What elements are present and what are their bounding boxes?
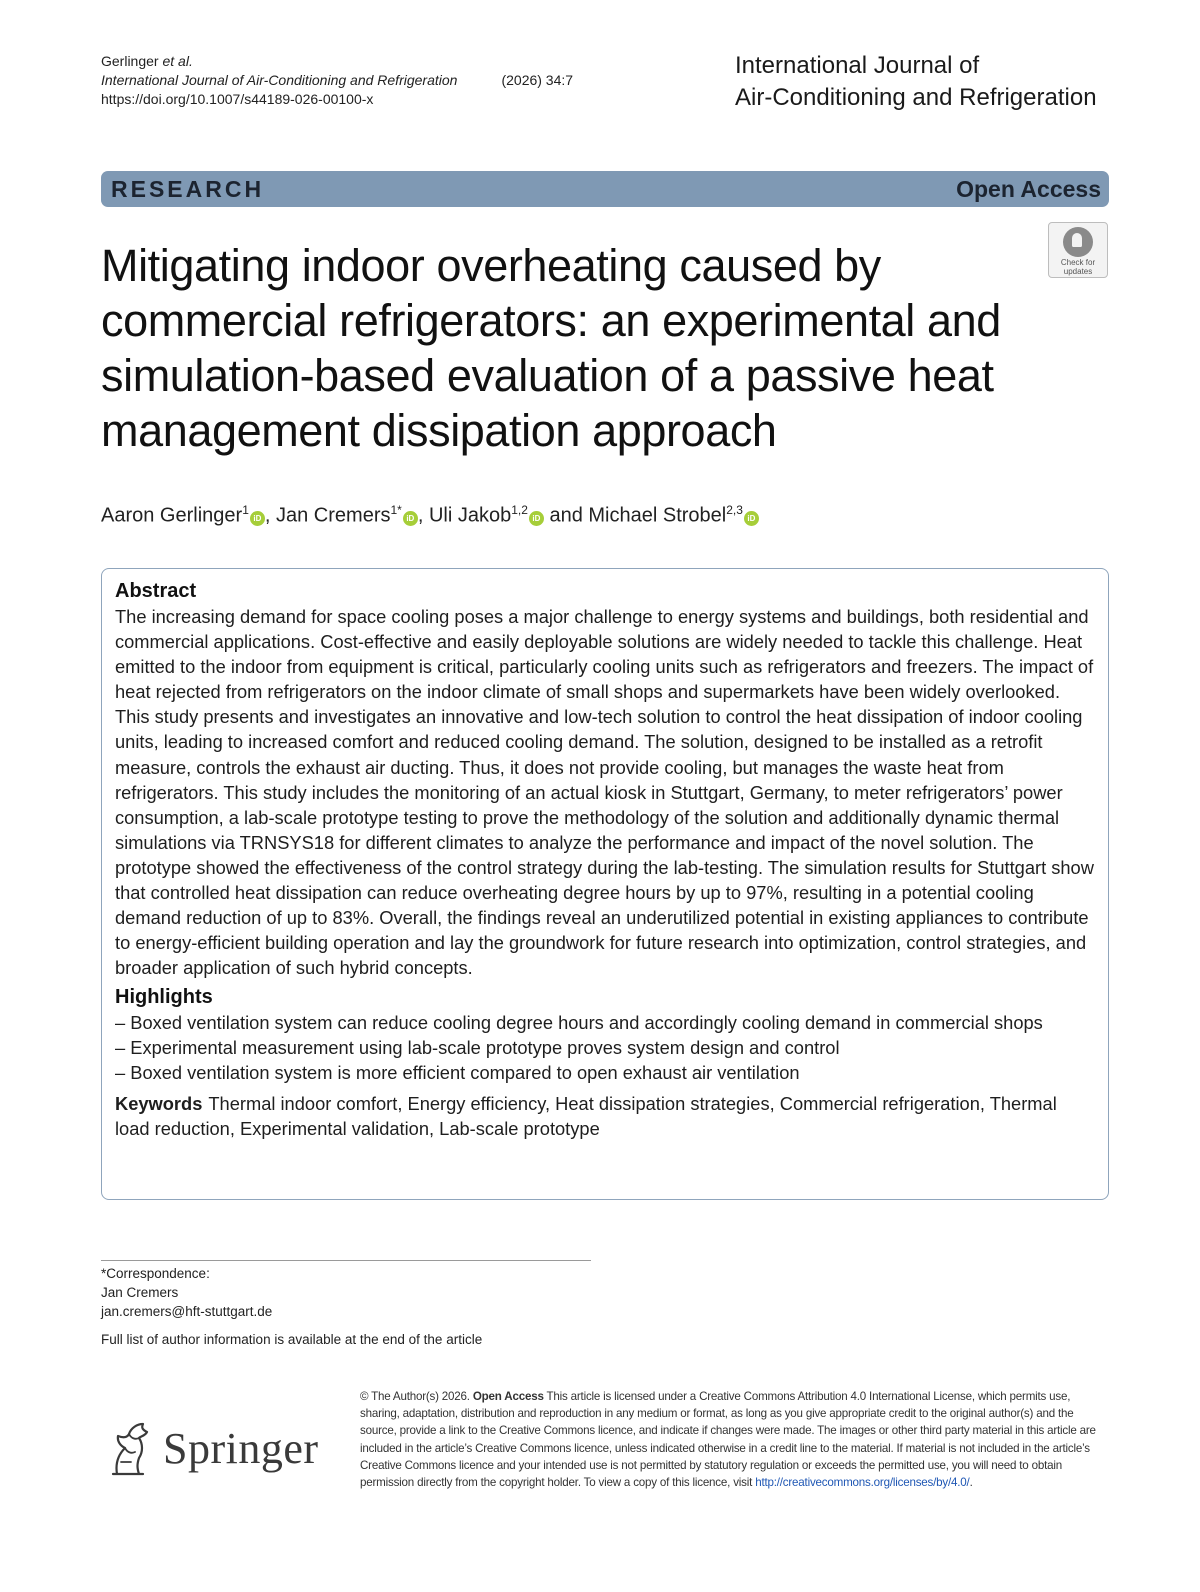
- author-name[interactable]: Aaron Gerlinger: [101, 504, 243, 527]
- license-link[interactable]: http://creativecommons.org/licenses/by/4.0/: [755, 1476, 970, 1490]
- author-affiliation: 1*: [390, 503, 402, 517]
- open-access-label: Open Access: [956, 175, 1101, 202]
- license-suffix: .: [969, 1476, 973, 1490]
- keywords-text: Thermal indoor comfort, Energy efficiency, Heat dissipation strategies, Commercial refrigeration, Thermal load reduction, Experimental validation, Lab-scale prototype: [115, 1093, 1057, 1140]
- license-open-access: Open Access: [472, 1390, 544, 1403]
- abstract-heading: Abstract: [115, 580, 197, 602]
- header-author-line: [101, 52, 573, 71]
- check-for-updates-badge[interactable]: [1048, 222, 1108, 278]
- author-affiliation: 1,2: [511, 503, 528, 517]
- list-item: – Boxed ventilation system can reduce cooling degree hours and accordingly cooling demand in commercial shops: [115, 1012, 1043, 1034]
- author-separator: ,: [264, 504, 276, 527]
- journal-title-line2: Air-Conditioning and Refrigeration: [735, 84, 1097, 111]
- header-journal-line: [101, 71, 573, 90]
- orcid-icon[interactable]: iD: [529, 511, 544, 526]
- check-for-updates-line1: Check for: [1060, 258, 1096, 267]
- article-title: Mitigating indoor overheating caused by commercial refrigerators: an experimental and simulation-based evaluation of a passive heat management dissipation approach: [101, 240, 1001, 456]
- header-doi[interactable]: https://doi.org/10.1007/s44189-026-00100-x: [101, 91, 374, 107]
- correspondence-label: *Correspondence:: [101, 1266, 210, 1281]
- header-author: Gerlinger: [101, 53, 159, 69]
- springer-wordmark: Springer: [163, 1423, 319, 1473]
- header-journal-name: International Journal of Air-Conditioning and Refrigeration: [101, 72, 458, 88]
- list-item: – Boxed ventilation system is more efficient compared to open exhaust air ventilation: [115, 1062, 800, 1084]
- correspondence-email[interactable]: jan.cremers@hft-stuttgart.de: [101, 1304, 273, 1319]
- highlights-list: [115, 1010, 1096, 1085]
- author-separator: and: [543, 504, 589, 527]
- article-type-banner: [101, 171, 1109, 207]
- springer-horse-icon: [101, 1418, 155, 1478]
- author-separator: ,: [417, 504, 429, 527]
- author-name[interactable]: Jan Cremers: [276, 504, 391, 527]
- license-text: [360, 1388, 1110, 1491]
- journal-title: [735, 50, 1097, 114]
- orcid-icon[interactable]: iD: [744, 511, 759, 526]
- orcid-icon[interactable]: iD: [250, 511, 265, 526]
- article-type-label: RESEARCH: [111, 175, 265, 202]
- author-list: [101, 496, 759, 530]
- author-name[interactable]: Michael Strobel: [588, 504, 727, 527]
- author-affiliation: 1: [242, 503, 249, 517]
- license-copyright: © The Author(s) 2026.: [360, 1390, 470, 1403]
- keywords-label: Keywords: [115, 1093, 203, 1115]
- bookmark-icon: [1063, 227, 1093, 257]
- correspondence-name: Jan Cremers: [101, 1285, 179, 1300]
- running-header: [101, 52, 573, 109]
- author-affiliation: 2,3: [726, 503, 743, 517]
- header-et-al: et al.: [162, 53, 193, 69]
- orcid-icon[interactable]: iD: [403, 511, 418, 526]
- author-name[interactable]: Uli Jakob: [428, 504, 512, 527]
- full-author-list-note: Full list of author information is available at the end of the article: [101, 1332, 483, 1347]
- header-volume: (2026) 34:7: [501, 72, 574, 88]
- footnote-divider: [101, 1260, 591, 1261]
- springer-logo: [101, 1418, 319, 1478]
- journal-title-line1: International Journal of: [735, 52, 980, 79]
- license-body: This article is licensed under a Creative Commons Attribution 4.0 International License, which permits use, sharing, adaptation, distribution and reproduction in any medium or format, as long as you give appropriate credit to the original author(s) and the source, provide a link to the Creative Commons licence, and indicate if changes were made. The images or other third party material in this article are included in the article’s Creative Commons licence, unless indicated otherwise in a credit line to the material. If material is not included in the article’s Creative Commons licence and your intended use is not permitted by statutory regulation or exceeds the permitted use, you will need to obtain permission directly from the copyright holder. To view a copy of this licence, visit: [360, 1390, 1096, 1490]
- correspondence: [101, 1264, 272, 1321]
- check-for-updates-line2: updates: [1063, 267, 1093, 276]
- list-item: – Experimental measurement using lab-scale prototype proves system design and control: [115, 1037, 840, 1059]
- keywords: [115, 1091, 1096, 1141]
- highlights-heading: Highlights: [115, 986, 213, 1009]
- abstract-text: The increasing demand for space cooling poses a major challenge to energy systems and buildings, both residential and commercial applications. Cost-effective and easily deployable solutions are widely needed to tackle this challenge. Heat emitted to the indoor from equipment is critical, particularly cooling units such as refrigerators and freezers. The impact of heat rejected from refrigerators on the indoor climate of small shops and supermarkets have been widely overlooked. This study presents and investigates an innovative and low-tech solution to control the heat dissipation of indoor cooling units, leading to increased comfort and reduced cooling demand. The solution, designed to be installed as a retrofit measure, controls the exhaust air ducting. Thus, it does not provide cooling, but manages the waste heat from refrigerators. This study includes the monitoring of an actual kiosk in Stuttgart, Germany, to meter refrigerators’ power consumption, a lab-scale prototype testing to prove the methodology of the solution and additionally dynamic thermal simulations via TRNSYS18 for different climates to analyze the performance and impact of the novel solution. The prototype showed the effectiveness of the control strategy during the lab-testing. The simulation results for Stuttgart show that controlled heat dissipation can reduce overheating degree hours by up to 97%, resulting in a potential cooling demand reduction of up to 83%. Overall, the findings reveal an underutilized potential in existing appliances to contribute to energy-efficient building operation and lay the groundwork for future research into optimization, control strategies, and broader application of such hybrid concepts.: [115, 606, 1094, 979]
- abstract-box: [101, 568, 1109, 1200]
